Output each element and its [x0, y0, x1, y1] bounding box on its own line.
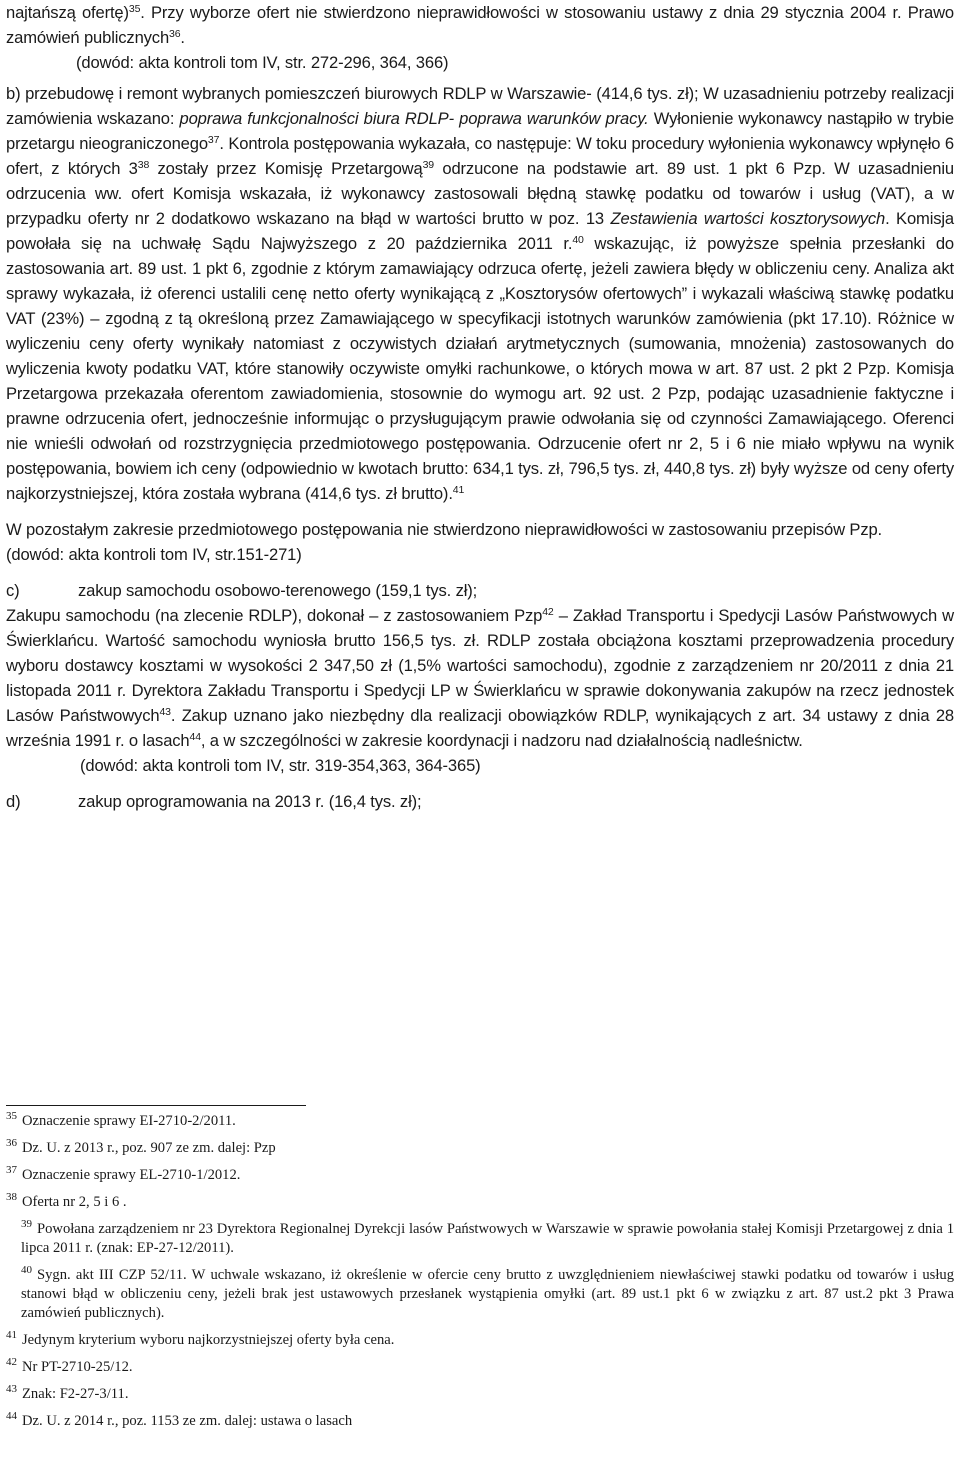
footnote-separator: [6, 1105, 306, 1106]
spacer: [6, 506, 954, 517]
footnote-ref: 38: [137, 159, 150, 171]
footnote-text: Znak: F2-27-3/11.: [22, 1386, 129, 1402]
footnote-ref: 44: [189, 731, 201, 743]
footnote-number: 41: [6, 1329, 17, 1341]
footnote-ref: 37: [207, 134, 220, 146]
emphasis-text: poprawa funkcjonalności biura RDLP- poprawa warunków pracy.: [179, 109, 649, 128]
text-run: – Zakład Transportu i Spedycji Lasów Państwowych w Świerklańcu. Wartość samochodu wyniosła brutto 156,5 tys. zł. RDLP została obciążona kosztami przeprowadzenia procedury wyboru dostawcy kosztami w wysokości 2 347,50 zł (1,5% wartości samochodu), zgodnie z zarządzeniem nr 20/2011 z dnia 21 listopada 2011 r. Dyrektora Zakładu Transportu i Spedycji LP w Świerklańcu w sprawie dokonywania zakupów na rzecz jednostek Lasów Państwowych: [6, 606, 954, 725]
text-run: wskazując, iż powyższe spełnia przesłanki do zastosowania art. 89 ust. 1 pkt 6, zgodnie z którym zamawiający odrzuca ofertę, jeżeli zawiera błędy w obliczeniu ceny. Analiza akt sprawy wykazała, iż oferenci ustalili cenę netto oferty wynikającą z „Kosztorysów ofertowych” i wykazali właściwą stawkę podatku VAT (23%) – zgodną z tą określoną przez Zamawiającego w specyfikacji istotnych warunków zamówienia (pkt 17.10). Różnice w wyliczeniu ceny oferty wynikały natomiast z oczywistych działań arytmetycznych (sumowania, mnożenia) zastosowanych do wyliczenia kwoty podatku VAT, które stanowiły oczywiste omyłki rachunkowe, o których mowa w art. 87 ust. 2 pkt 2 Pzp. Komisja Przetargowa przekazała oferentom zawiadomienia, stosownie do wymogu art. 92 ust. 2 Pzp, podając uzasadnienie faktyczne i prawne odrzucenia ofert, jednocześnie informując o przysługującym prawie odwołania się od czynności Zamawiającego. Oferenci nie wnieśli odwołań od rozstrzygnięcia przedmiotowego postępowania. Odrzucenie ofert nr 2, 5 i 6 nie miało wpływu na wynik postępowania, bowiem ich ceny (odpowiednio w kwotach brutto: 634,1 tys. zł, 796,5 tys. zł, 440,8 tys. zł) były wyższe od ceny oferty najkorzystniejszej, która została wybrana (414,6 tys. zł brutto).: [6, 234, 954, 503]
footnote-ref: 41: [452, 484, 465, 496]
footnote-number: 43: [6, 1383, 17, 1395]
footnote: [6, 1112, 954, 1131]
footnote-text: Jedynym kryterium wyboru najkorzystniejszej oferty była cena.: [22, 1332, 395, 1348]
paragraph-item-c: [6, 603, 954, 753]
list-label-d: d): [6, 792, 21, 811]
footnote-number: 38: [6, 1191, 17, 1203]
text-run: . Komisja powołała się na uchwałę Sądu Najwyższego z 20 października 2011 r.: [6, 209, 955, 253]
text-run: zostały przez Komisję Przetargową: [149, 159, 423, 178]
footnote-text: Oznaczenie sprawy EI-2710-2/2011.: [22, 1113, 236, 1129]
footnote: [6, 1193, 954, 1212]
emphasis-text: Zestawienia wartości kosztorysowych: [610, 209, 886, 228]
footnote-ref: 42: [542, 606, 554, 618]
footnote-number: 40: [21, 1264, 32, 1276]
text-run: . Przy wyborze ofert nie stwierdzono nieprawidłowości w stosowaniu ustawy z dnia 29 stycznia 2004 r. Prawo zamówień publicznych: [6, 3, 954, 47]
footnote-text: Powołana zarządzeniem nr 23 Dyrektora Regionalnej Dyrekcji lasów Państwowych w Warszawie w sprawie powołania stałej Komisji Przetargowej z dnia 1 lipca 2011 r. (znak: EP-27-12/2011).: [21, 1221, 954, 1256]
footnote-ref: 40: [572, 234, 584, 246]
footnote-ref: 39: [422, 159, 434, 171]
list-label-c: c): [6, 581, 20, 600]
text-run: .: [180, 28, 185, 47]
evidence-note-3: (dowód: akta kontroli tom IV, str. 319-354,363, 364-365): [80, 756, 481, 775]
list-text-c: zakup samochodu osobowo-terenowego (159,1 tys. zł);: [78, 581, 478, 600]
footnote-ref: 43: [159, 706, 171, 718]
text-run: Zakupu samochodu (na zlecenie RDLP), dokonał – z zastosowaniem Pzp: [6, 606, 543, 625]
footnote-ref: 36: [169, 28, 181, 40]
text-run: b) przebudowę i remont wybranych pomieszczeń biurowych RDLP w Warszawie- (414,6 tys. zł); W uzasadnieniu potrzeby realizacji zamówienia wskazano:: [6, 84, 954, 128]
spacer: [6, 778, 954, 789]
footnote-number: 42: [6, 1356, 17, 1368]
paragraph-item-b: [6, 81, 954, 506]
footnote-ref: 35: [128, 3, 141, 15]
footnote-text: Dz. U. z 2013 r., poz. 907 ze zm. dalej: Pzp: [22, 1140, 276, 1156]
footnote-number: 39: [21, 1218, 32, 1230]
footnote: [6, 1412, 954, 1431]
spacer: [6, 567, 954, 578]
text-run: , a w szczególności w zakresie koordynacji i nadzoru nad działalnością nadleśnictw.: [200, 731, 803, 750]
footnote: [6, 1331, 954, 1350]
evidence-note-2: (dowód: akta kontroli tom IV, str.151-271): [6, 545, 302, 564]
text-run: . Kontrola postępowania wykazała, co następuje: W toku procedury wyłonienia wykonawcy wpłynęło 6 ofert, z których 3: [6, 134, 955, 178]
footnote-number: 36: [6, 1137, 17, 1149]
footnote: [6, 1385, 954, 1404]
footnote: [6, 1220, 954, 1258]
evidence-note-1: (dowód: akta kontroli tom IV, str. 272-296, 364, 366): [76, 53, 449, 72]
footnote-text: Dz. U. z 2014 r., poz. 1153 ze zm. dalej: ustawa o lasach: [22, 1413, 353, 1429]
text-run: . Zakup uznano jako niezbędny dla realizacji obowiązków RDLP, wynikających z art. 34 ustawy z dnia 28 września 1991 r. o lasach: [6, 706, 954, 750]
footnote-number: 35: [6, 1110, 17, 1122]
list-item-c: [6, 578, 954, 603]
footnote: [6, 1266, 954, 1323]
list-text-d: zakup oprogramowania na 2013 r. (16,4 tys. zł);: [78, 792, 422, 811]
paragraph-summary: W pozostałym zakresie przedmiotowego postępowania nie stwierdzono nieprawidłowości w zastosowaniu przepisów Pzp.: [6, 520, 883, 539]
document-body: [6, 0, 954, 814]
footnotes: [6, 1112, 954, 1431]
footnote-text: Sygn. akt III CZP 52/11. W uchwale wskazano, iż określenie w ofercie ceny brutto z uwzględnieniem niewłaściwej stawki podatku od towarów i usług stanowi błąd w obliczeniu ceny, jeżeli brak jest ustawowych przesłanek wystąpienia omyłki (art. 89 ust.1 pkt 6 w związku z art. 87 ust.2 pkt 3 Prawa zamówień publicznych).: [21, 1267, 954, 1321]
footnote-text: Oznaczenie sprawy EL-2710-1/2012.: [22, 1167, 241, 1183]
text-run: odrzucone na podstawie art. 89 ust. 1 pkt 6 Pzp. W uzasadnieniu odrzucenia ww. ofert Komisja wskazała, iż wykonawcy zastosowali błędną stawkę podatku od towarów i usług (VAT), a w przypadku oferty nr 2 dodatkowo wskazano na błąd w wartości brutto w poz. 13: [6, 159, 954, 228]
footnote-text: Nr PT-2710-25/12.: [22, 1359, 133, 1375]
text-run: najtańszą ofertę): [6, 3, 129, 22]
list-item-d: [6, 789, 954, 814]
footnote: [6, 1358, 954, 1377]
footnote-number: 37: [6, 1164, 17, 1176]
footnote: [6, 1166, 954, 1185]
paragraph-intro: [6, 0, 954, 50]
footnote-text: Oferta nr 2, 5 i 6 .: [22, 1194, 127, 1210]
footnote: [6, 1139, 954, 1158]
footnote-number: 44: [6, 1410, 17, 1422]
text-run: Wyłonienie wykonawcy nastąpiło w trybie przetargu nieograniczonego: [6, 109, 954, 153]
